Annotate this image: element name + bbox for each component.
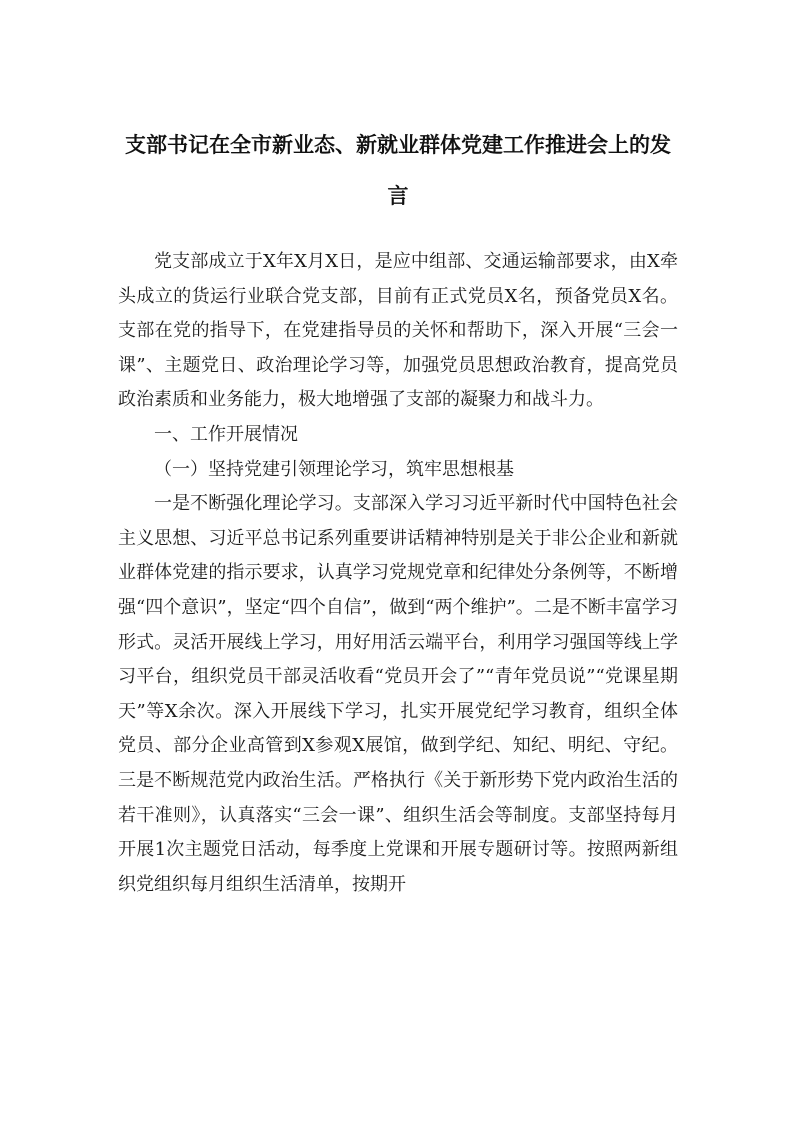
subsection-heading: （一）坚持党建引领理论学习，筑牢思想根基 [154,458,514,480]
intro-paragraph: 党支部成立于X年X月X日，是应中组部、交通运输部要求，由X牵头成立的货运行业联合党支部，目前有正式党员X名，预备党员X名。支部在党的指导下，在党建指导员的关怀和帮助下，深入开展“三会一课”、主题党日、政治理论学习等，加强党员思想政治教育，提高党员政治素质和业务能力，极大地增强了支部的凝聚力和战斗力。 [118,251,678,411]
document-title-line-1: 支部书记在全市新业态、新就业群体党建工作推进会上的发 [125,133,671,157]
document-title-line-2: 言 [387,184,409,208]
body-paragraph: 一是不断强化理论学习。支部深入学习习近平新时代中国特色社会主义思想、习近平总书记系列重要讲话精神特别是关于非公企业和新就业群体党建的指示要求，认真学习党规党章和纪律处分条例等，不断增强“四个意识”，坚定“四个自信”，做到“两个维护”。二是不断丰富学习形式。灵活开展线上学习，用好用活云端平台，利用学习强国等线上学习平台，组织党员干部灵活收看“党员开会了”“青年党员说”“党课星期天”等X余次。深入开展线下学习，扎实开展党纪学习教育，组织全体党员、部分企业高管到X参观X展馆，做到学纪、知纪、明纪、守纪。三是不断规范党内政治生活。严格执行《关于新形势下党内政治生活的若干准则》，认真落实“三会一课”、组织生活会等制度。支部坚持每月开展1次主题党日活动，每季度上党课和开展专题研讨等。按照两新组织党组织每月组织生活清单，按期开 [118,493,678,895]
section-heading: 一、工作开展情况 [154,423,298,445]
document-body [118,245,678,902]
